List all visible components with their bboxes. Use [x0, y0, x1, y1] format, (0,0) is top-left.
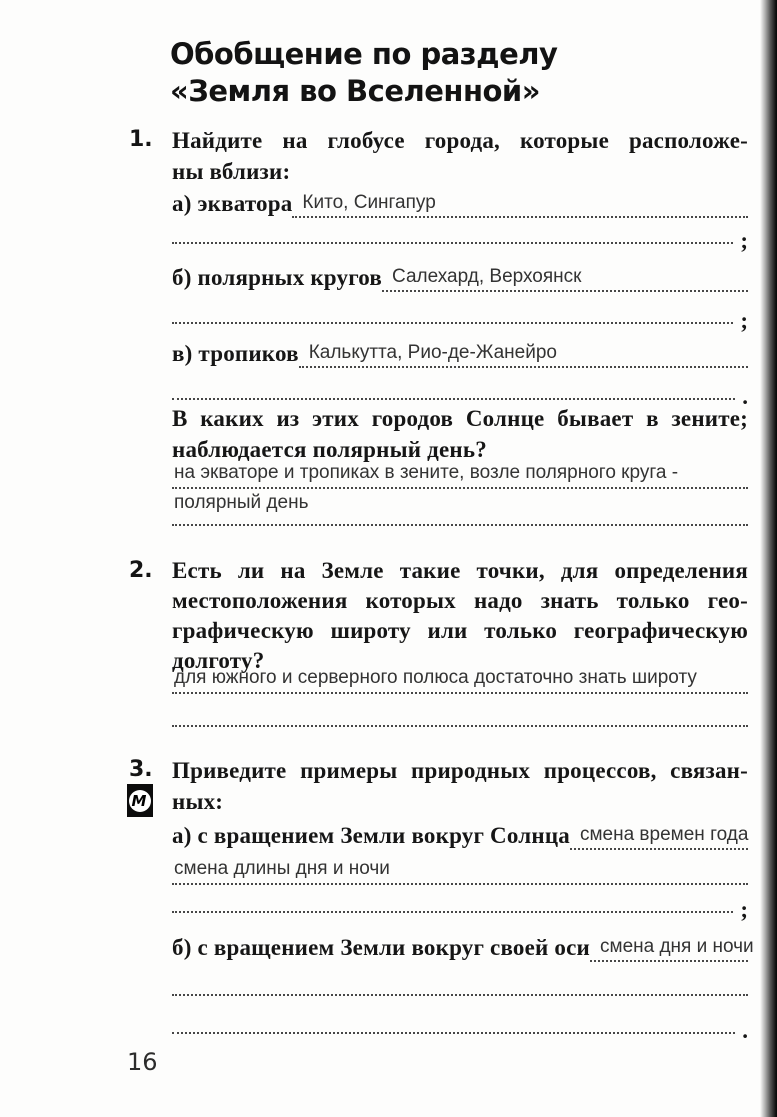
question-2-line2: местоположения которых надо знать только гео- [172, 588, 748, 613]
q3-item-b-blank-line1 [172, 982, 748, 996]
q1-sub-question-line1: В каких из этих городов Солнце бывает в зените; [172, 406, 748, 431]
q1-sub-blank-line [172, 512, 748, 526]
dotted-rule [172, 711, 748, 727]
q1-item-v-punct: . [742, 384, 748, 409]
question-2-line1: Есть ли на Земле такие точки, для определения [172, 558, 748, 583]
q2-answer-row [172, 666, 748, 694]
q3-item-a-answer-row2 [172, 856, 748, 885]
q1-sub-answer-row1 [172, 460, 748, 489]
q3-item-b-answer-line: смена дня и ночи [590, 936, 748, 962]
q1-item-a-blank-line [172, 228, 748, 253]
dotted-rule [172, 308, 733, 324]
q3-item-a-row [172, 820, 748, 850]
q1-item-b-punct: ; [740, 308, 748, 333]
dotted-rule [172, 510, 748, 526]
q1-item-b-row [172, 262, 748, 292]
question-3-number: 3. [129, 757, 153, 782]
q1-item-b-blank-line [172, 308, 748, 333]
question-1-line1: Найдите на глобусе города, которые расположе- [172, 128, 748, 153]
q1-sub-answer-line2: полярный день [174, 492, 309, 513]
q1-sub-answer-line1: на экваторе и тропиках в зените, возле полярного круга - [172, 462, 748, 489]
q3-item-a-blank-line [172, 897, 748, 922]
q1-item-v-label: в) тропиков [172, 341, 299, 366]
q3-item-b-punct: . [742, 1018, 748, 1043]
section-title-line2: «Земля во Вселенной» [170, 74, 540, 108]
question-2-number: 2. [129, 558, 153, 583]
dotted-rule [172, 980, 748, 996]
q1-item-b-label: б) полярных кругов [172, 265, 383, 290]
question-2-line4: долготу? [172, 648, 265, 673]
q1-sub-question [172, 403, 748, 465]
dotted-rule [172, 228, 733, 244]
q1-sub-question-line2: наблюдается полярный день? [172, 437, 487, 462]
question-3-line1: Приведите примеры природных процессов, связан- [172, 758, 748, 783]
section-title-line1: Обобщение по разделу [170, 37, 558, 71]
q1-item-v-blank-line [172, 384, 748, 409]
q1-item-a-row [172, 188, 748, 218]
dotted-rule [172, 1018, 735, 1034]
margin-icon-letter: М [131, 791, 147, 810]
q3-item-a-answer-line: смена времен года [570, 824, 748, 850]
margin-icon-circle [129, 790, 151, 812]
q2-blank-line [172, 713, 748, 727]
scan-edge-shadow [760, 0, 777, 1117]
q1-item-a-label: а) экватора [172, 191, 293, 216]
dotted-rule [172, 384, 735, 400]
q1-item-a-punct: ; [740, 228, 748, 253]
q3-item-b-row [172, 932, 754, 962]
methodical-margin-icon [127, 784, 153, 817]
q3-item-a-answer-line2: смена длины дня и ночи [172, 858, 748, 885]
question-1-number: 1. [129, 127, 153, 152]
dotted-rule [172, 897, 733, 913]
question-2-text [172, 556, 748, 676]
question-3-text [172, 755, 748, 817]
question-1-text [172, 125, 748, 187]
page-number: 16 [127, 1048, 158, 1076]
q3-item-b-label: б) с вращением Земли вокруг своей оси [172, 935, 590, 960]
q1-item-v-row [172, 338, 748, 368]
question-1-line2: ны вблизи: [172, 159, 291, 184]
q3-item-a-label: а) с вращением Земли вокруг Солнца [172, 823, 570, 848]
q3-item-a-punct: ; [740, 897, 748, 922]
question-3-line2: ных: [172, 789, 224, 814]
q1-item-a-answer-line: Кито, Сингапур [292, 192, 748, 218]
q1-item-v-answer-line: Калькутта, Рио-де-Жанейро [299, 342, 748, 368]
section-title [170, 36, 650, 110]
question-2-line3: графическую широту или только географическую [172, 618, 748, 643]
q1-item-b-answer-line: Салехард, Верхоянск [382, 266, 748, 292]
q2-answer-line: для южного и серверного полюса достаточно знать широту [172, 667, 748, 694]
q3-item-b-blank-line2 [172, 1018, 748, 1043]
